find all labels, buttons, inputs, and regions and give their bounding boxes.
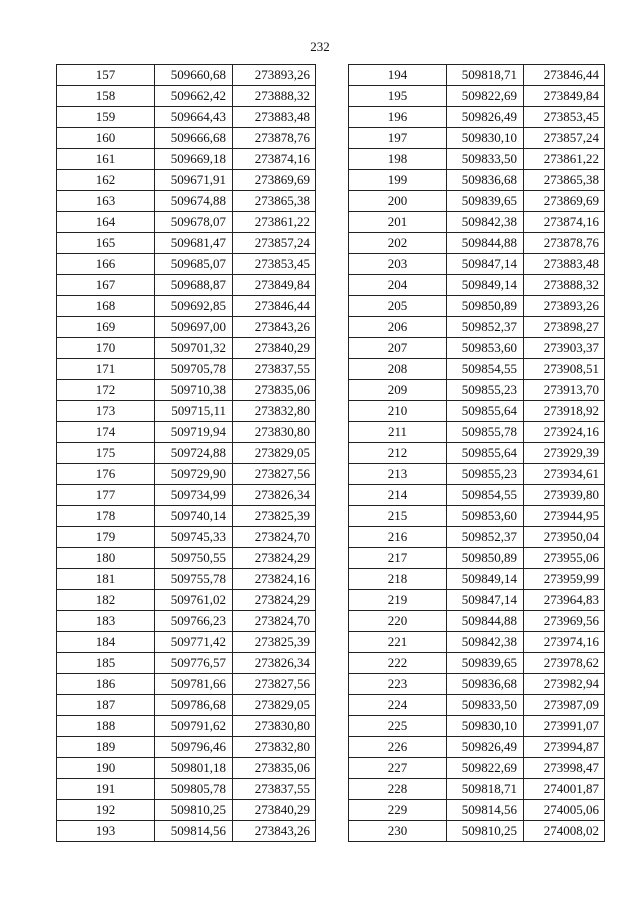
point-number-cell: 194 <box>349 65 447 86</box>
table-row <box>57 716 316 737</box>
table-row <box>57 569 316 590</box>
y-coordinate-cell: 273874,16 <box>524 212 605 233</box>
point-number-cell: 230 <box>349 821 447 842</box>
x-coordinate-cell: 509674,88 <box>155 191 233 212</box>
table-row <box>349 338 605 359</box>
y-coordinate-cell: 273824,70 <box>233 611 316 632</box>
x-coordinate-cell: 509847,14 <box>447 254 524 275</box>
x-coordinate-cell: 509830,10 <box>447 716 524 737</box>
point-number-cell: 162 <box>57 170 155 191</box>
x-coordinate-cell: 509669,18 <box>155 149 233 170</box>
x-coordinate-cell: 509678,07 <box>155 212 233 233</box>
y-coordinate-cell: 273991,07 <box>524 716 605 737</box>
x-coordinate-cell: 509664,43 <box>155 107 233 128</box>
x-coordinate-cell: 509847,14 <box>447 590 524 611</box>
x-coordinate-cell: 509855,23 <box>447 380 524 401</box>
table-row <box>349 590 605 611</box>
y-coordinate-cell: 273924,16 <box>524 422 605 443</box>
table-row <box>57 632 316 653</box>
y-coordinate-cell: 273824,16 <box>233 569 316 590</box>
point-number-cell: 180 <box>57 548 155 569</box>
point-number-cell: 206 <box>349 317 447 338</box>
x-coordinate-cell: 509826,49 <box>447 107 524 128</box>
point-number-cell: 195 <box>349 86 447 107</box>
y-coordinate-cell: 273913,70 <box>524 380 605 401</box>
point-number-cell: 172 <box>57 380 155 401</box>
x-coordinate-cell: 509852,37 <box>447 317 524 338</box>
x-coordinate-cell: 509830,10 <box>447 128 524 149</box>
table-row <box>57 485 316 506</box>
coordinates-table-right <box>348 64 605 842</box>
table-row <box>57 359 316 380</box>
point-number-cell: 204 <box>349 275 447 296</box>
x-coordinate-cell: 509810,25 <box>447 821 524 842</box>
y-coordinate-cell: 273825,39 <box>233 632 316 653</box>
x-coordinate-cell: 509855,64 <box>447 443 524 464</box>
table-row <box>57 590 316 611</box>
table-row <box>57 779 316 800</box>
x-coordinate-cell: 509781,66 <box>155 674 233 695</box>
point-number-cell: 192 <box>57 800 155 821</box>
x-coordinate-cell: 509852,37 <box>447 527 524 548</box>
x-coordinate-cell: 509791,62 <box>155 716 233 737</box>
y-coordinate-cell: 273865,38 <box>233 191 316 212</box>
table-row <box>349 632 605 653</box>
y-coordinate-cell: 273824,70 <box>233 527 316 548</box>
x-coordinate-cell: 509839,65 <box>447 653 524 674</box>
y-coordinate-cell: 273857,24 <box>233 233 316 254</box>
table-row <box>57 422 316 443</box>
y-coordinate-cell: 273883,48 <box>524 254 605 275</box>
y-coordinate-cell: 273861,22 <box>233 212 316 233</box>
y-coordinate-cell: 273861,22 <box>524 149 605 170</box>
x-coordinate-cell: 509810,25 <box>155 800 233 821</box>
x-coordinate-cell: 509771,42 <box>155 632 233 653</box>
y-coordinate-cell: 273888,32 <box>524 275 605 296</box>
point-number-cell: 208 <box>349 359 447 380</box>
table-row <box>57 443 316 464</box>
x-coordinate-cell: 509740,14 <box>155 506 233 527</box>
point-number-cell: 183 <box>57 611 155 632</box>
y-coordinate-cell: 273849,84 <box>233 275 316 296</box>
point-number-cell: 224 <box>349 695 447 716</box>
table-row <box>349 758 605 779</box>
y-coordinate-cell: 273869,69 <box>524 191 605 212</box>
table-row <box>57 821 316 842</box>
y-coordinate-cell: 273840,29 <box>233 800 316 821</box>
x-coordinate-cell: 509849,14 <box>447 275 524 296</box>
y-coordinate-cell: 273846,44 <box>233 296 316 317</box>
y-coordinate-cell: 273853,45 <box>233 254 316 275</box>
x-coordinate-cell: 509844,88 <box>447 611 524 632</box>
table-row <box>349 548 605 569</box>
y-coordinate-cell: 273843,26 <box>233 821 316 842</box>
y-coordinate-cell: 273898,27 <box>524 317 605 338</box>
x-coordinate-cell: 509786,68 <box>155 695 233 716</box>
x-coordinate-cell: 509755,78 <box>155 569 233 590</box>
table-row <box>57 275 316 296</box>
y-coordinate-cell: 273883,48 <box>233 107 316 128</box>
y-coordinate-cell: 274001,87 <box>524 779 605 800</box>
y-coordinate-cell: 273908,51 <box>524 359 605 380</box>
y-coordinate-cell: 273857,24 <box>524 128 605 149</box>
point-number-cell: 165 <box>57 233 155 254</box>
table-row <box>57 254 316 275</box>
x-coordinate-cell: 509836,68 <box>447 674 524 695</box>
table-row <box>57 611 316 632</box>
table-row <box>57 65 316 86</box>
table-row <box>57 317 316 338</box>
y-coordinate-cell: 273830,80 <box>233 716 316 737</box>
table-row <box>57 674 316 695</box>
table-row <box>349 821 605 842</box>
point-number-cell: 198 <box>349 149 447 170</box>
point-number-cell: 212 <box>349 443 447 464</box>
table-row <box>349 275 605 296</box>
y-coordinate-cell: 273849,84 <box>524 86 605 107</box>
table-row <box>349 527 605 548</box>
point-number-cell: 171 <box>57 359 155 380</box>
table-row <box>57 191 316 212</box>
x-coordinate-cell: 509761,02 <box>155 590 233 611</box>
y-coordinate-cell: 273825,39 <box>233 506 316 527</box>
x-coordinate-cell: 509822,69 <box>447 86 524 107</box>
x-coordinate-cell: 509855,64 <box>447 401 524 422</box>
x-coordinate-cell: 509688,87 <box>155 275 233 296</box>
table-row <box>57 296 316 317</box>
x-coordinate-cell: 509849,14 <box>447 569 524 590</box>
y-coordinate-cell: 273853,45 <box>524 107 605 128</box>
point-number-cell: 228 <box>349 779 447 800</box>
table-row <box>349 233 605 254</box>
point-number-cell: 184 <box>57 632 155 653</box>
point-number-cell: 185 <box>57 653 155 674</box>
table-row <box>349 401 605 422</box>
x-coordinate-cell: 509814,56 <box>155 821 233 842</box>
x-coordinate-cell: 509842,38 <box>447 212 524 233</box>
x-coordinate-cell: 509853,60 <box>447 506 524 527</box>
point-number-cell: 176 <box>57 464 155 485</box>
y-coordinate-cell: 273830,80 <box>233 422 316 443</box>
table-row <box>349 380 605 401</box>
point-number-cell: 182 <box>57 590 155 611</box>
y-coordinate-cell: 273829,05 <box>233 443 316 464</box>
x-coordinate-cell: 509692,85 <box>155 296 233 317</box>
x-coordinate-cell: 509833,50 <box>447 695 524 716</box>
point-number-cell: 175 <box>57 443 155 464</box>
x-coordinate-cell: 509715,11 <box>155 401 233 422</box>
y-coordinate-cell: 273840,29 <box>233 338 316 359</box>
y-coordinate-cell: 273824,29 <box>233 590 316 611</box>
x-coordinate-cell: 509719,94 <box>155 422 233 443</box>
table-row <box>349 611 605 632</box>
point-number-cell: 223 <box>349 674 447 695</box>
point-number-cell: 181 <box>57 569 155 590</box>
point-number-cell: 196 <box>349 107 447 128</box>
x-coordinate-cell: 509854,55 <box>447 359 524 380</box>
point-number-cell: 200 <box>349 191 447 212</box>
y-coordinate-cell: 273826,34 <box>233 485 316 506</box>
point-number-cell: 207 <box>349 338 447 359</box>
y-coordinate-cell: 273826,34 <box>233 653 316 674</box>
table-row <box>349 191 605 212</box>
x-coordinate-cell: 509666,68 <box>155 128 233 149</box>
x-coordinate-cell: 509855,23 <box>447 464 524 485</box>
table-row <box>349 149 605 170</box>
point-number-cell: 222 <box>349 653 447 674</box>
table-row <box>57 149 316 170</box>
table-row <box>57 233 316 254</box>
x-coordinate-cell: 509855,78 <box>447 422 524 443</box>
table-row <box>57 548 316 569</box>
y-coordinate-cell: 273832,80 <box>233 401 316 422</box>
table-row <box>57 86 316 107</box>
y-coordinate-cell: 273950,04 <box>524 527 605 548</box>
table-row <box>349 317 605 338</box>
x-coordinate-cell: 509734,99 <box>155 485 233 506</box>
x-coordinate-cell: 509814,56 <box>447 800 524 821</box>
point-number-cell: 229 <box>349 800 447 821</box>
table-row <box>57 695 316 716</box>
point-number-cell: 211 <box>349 422 447 443</box>
x-coordinate-cell: 509842,38 <box>447 632 524 653</box>
point-number-cell: 202 <box>349 233 447 254</box>
x-coordinate-cell: 509844,88 <box>447 233 524 254</box>
table-row <box>57 506 316 527</box>
point-number-cell: 217 <box>349 548 447 569</box>
point-number-cell: 205 <box>349 296 447 317</box>
point-number-cell: 161 <box>57 149 155 170</box>
table-row <box>349 800 605 821</box>
table-row <box>349 443 605 464</box>
x-coordinate-cell: 509801,18 <box>155 758 233 779</box>
point-number-cell: 177 <box>57 485 155 506</box>
x-coordinate-cell: 509822,69 <box>447 758 524 779</box>
point-number-cell: 173 <box>57 401 155 422</box>
x-coordinate-cell: 509745,33 <box>155 527 233 548</box>
point-number-cell: 226 <box>349 737 447 758</box>
x-coordinate-cell: 509853,60 <box>447 338 524 359</box>
y-coordinate-cell: 273998,47 <box>524 758 605 779</box>
point-number-cell: 169 <box>57 317 155 338</box>
table-row <box>57 212 316 233</box>
x-coordinate-cell: 509685,07 <box>155 254 233 275</box>
point-number-cell: 179 <box>57 527 155 548</box>
table-row <box>349 464 605 485</box>
point-number-cell: 214 <box>349 485 447 506</box>
point-number-cell: 221 <box>349 632 447 653</box>
y-coordinate-cell: 273878,76 <box>233 128 316 149</box>
table-row <box>349 170 605 191</box>
x-coordinate-cell: 509796,46 <box>155 737 233 758</box>
table-row <box>57 464 316 485</box>
table-row <box>57 338 316 359</box>
point-number-cell: 188 <box>57 716 155 737</box>
y-coordinate-cell: 273827,56 <box>233 464 316 485</box>
y-coordinate-cell: 273978,62 <box>524 653 605 674</box>
x-coordinate-cell: 509724,88 <box>155 443 233 464</box>
table-row <box>349 422 605 443</box>
y-coordinate-cell: 273827,56 <box>233 674 316 695</box>
y-coordinate-cell: 273969,56 <box>524 611 605 632</box>
x-coordinate-cell: 509671,91 <box>155 170 233 191</box>
point-number-cell: 218 <box>349 569 447 590</box>
y-coordinate-cell: 273869,69 <box>233 170 316 191</box>
point-number-cell: 166 <box>57 254 155 275</box>
point-number-cell: 201 <box>349 212 447 233</box>
y-coordinate-cell: 273888,32 <box>233 86 316 107</box>
table-row <box>349 653 605 674</box>
x-coordinate-cell: 509854,55 <box>447 485 524 506</box>
table-row <box>57 800 316 821</box>
y-coordinate-cell: 273835,06 <box>233 380 316 401</box>
y-coordinate-cell: 273929,39 <box>524 443 605 464</box>
page-number: 232 <box>310 39 330 54</box>
y-coordinate-cell: 273903,37 <box>524 338 605 359</box>
table-row <box>57 128 316 149</box>
point-number-cell: 157 <box>57 65 155 86</box>
point-number-cell: 170 <box>57 338 155 359</box>
y-coordinate-cell: 273874,16 <box>233 149 316 170</box>
point-number-cell: 167 <box>57 275 155 296</box>
point-number-cell: 158 <box>57 86 155 107</box>
y-coordinate-cell: 273837,55 <box>233 359 316 380</box>
x-coordinate-cell: 509826,49 <box>447 737 524 758</box>
table-row <box>349 359 605 380</box>
x-coordinate-cell: 509729,90 <box>155 464 233 485</box>
x-coordinate-cell: 509710,38 <box>155 380 233 401</box>
table-row <box>349 254 605 275</box>
y-coordinate-cell: 273846,44 <box>524 65 605 86</box>
x-coordinate-cell: 509776,57 <box>155 653 233 674</box>
table-row <box>57 380 316 401</box>
point-number-cell: 225 <box>349 716 447 737</box>
table-row <box>57 758 316 779</box>
x-coordinate-cell: 509681,47 <box>155 233 233 254</box>
point-number-cell: 193 <box>57 821 155 842</box>
x-coordinate-cell: 509818,71 <box>447 779 524 800</box>
table-row <box>57 737 316 758</box>
point-number-cell: 159 <box>57 107 155 128</box>
x-coordinate-cell: 509818,71 <box>447 65 524 86</box>
x-coordinate-cell: 509697,00 <box>155 317 233 338</box>
y-coordinate-cell: 273843,26 <box>233 317 316 338</box>
x-coordinate-cell: 509701,32 <box>155 338 233 359</box>
point-number-cell: 215 <box>349 506 447 527</box>
table-row <box>349 107 605 128</box>
x-coordinate-cell: 509662,42 <box>155 86 233 107</box>
table-row <box>349 65 605 86</box>
y-coordinate-cell: 273959,99 <box>524 569 605 590</box>
point-number-cell: 197 <box>349 128 447 149</box>
y-coordinate-cell: 273934,61 <box>524 464 605 485</box>
table-row <box>349 779 605 800</box>
x-coordinate-cell: 509836,68 <box>447 170 524 191</box>
table-row <box>349 674 605 695</box>
y-coordinate-cell: 273878,76 <box>524 233 605 254</box>
x-coordinate-cell: 509750,55 <box>155 548 233 569</box>
y-coordinate-cell: 273982,94 <box>524 674 605 695</box>
y-coordinate-cell: 273964,83 <box>524 590 605 611</box>
y-coordinate-cell: 273944,95 <box>524 506 605 527</box>
x-coordinate-cell: 509850,89 <box>447 548 524 569</box>
x-coordinate-cell: 509850,89 <box>447 296 524 317</box>
point-number-cell: 163 <box>57 191 155 212</box>
point-number-cell: 168 <box>57 296 155 317</box>
table-row <box>349 212 605 233</box>
point-number-cell: 191 <box>57 779 155 800</box>
y-coordinate-cell: 273974,16 <box>524 632 605 653</box>
table-row <box>349 569 605 590</box>
x-coordinate-cell: 509705,78 <box>155 359 233 380</box>
point-number-cell: 189 <box>57 737 155 758</box>
point-number-cell: 213 <box>349 464 447 485</box>
x-coordinate-cell: 509766,23 <box>155 611 233 632</box>
x-coordinate-cell: 509660,68 <box>155 65 233 86</box>
table-row <box>349 695 605 716</box>
point-number-cell: 187 <box>57 695 155 716</box>
y-coordinate-cell: 273824,29 <box>233 548 316 569</box>
y-coordinate-cell: 273832,80 <box>233 737 316 758</box>
point-number-cell: 164 <box>57 212 155 233</box>
table-row <box>349 716 605 737</box>
point-number-cell: 178 <box>57 506 155 527</box>
x-coordinate-cell: 509805,78 <box>155 779 233 800</box>
x-coordinate-cell: 509839,65 <box>447 191 524 212</box>
point-number-cell: 190 <box>57 758 155 779</box>
y-coordinate-cell: 273835,06 <box>233 758 316 779</box>
point-number-cell: 219 <box>349 590 447 611</box>
x-coordinate-cell: 509833,50 <box>447 149 524 170</box>
y-coordinate-cell: 273987,09 <box>524 695 605 716</box>
point-number-cell: 174 <box>57 422 155 443</box>
y-coordinate-cell: 273994,87 <box>524 737 605 758</box>
table-row <box>349 86 605 107</box>
point-number-cell: 186 <box>57 674 155 695</box>
point-number-cell: 203 <box>349 254 447 275</box>
point-number-cell: 209 <box>349 380 447 401</box>
table-row <box>57 107 316 128</box>
table-row <box>349 485 605 506</box>
table-row <box>57 401 316 422</box>
y-coordinate-cell: 273893,26 <box>233 65 316 86</box>
y-coordinate-cell: 273939,80 <box>524 485 605 506</box>
y-coordinate-cell: 274008,02 <box>524 821 605 842</box>
coordinates-table-left <box>56 64 316 842</box>
table-row <box>57 170 316 191</box>
point-number-cell: 199 <box>349 170 447 191</box>
table-row <box>57 653 316 674</box>
table-row <box>57 527 316 548</box>
y-coordinate-cell: 273955,06 <box>524 548 605 569</box>
point-number-cell: 227 <box>349 758 447 779</box>
y-coordinate-cell: 274005,06 <box>524 800 605 821</box>
point-number-cell: 210 <box>349 401 447 422</box>
y-coordinate-cell: 273829,05 <box>233 695 316 716</box>
table-row <box>349 737 605 758</box>
point-number-cell: 220 <box>349 611 447 632</box>
y-coordinate-cell: 273918,92 <box>524 401 605 422</box>
y-coordinate-cell: 273865,38 <box>524 170 605 191</box>
y-coordinate-cell: 273837,55 <box>233 779 316 800</box>
point-number-cell: 216 <box>349 527 447 548</box>
table-row <box>349 296 605 317</box>
table-row <box>349 128 605 149</box>
table-row <box>349 506 605 527</box>
point-number-cell: 160 <box>57 128 155 149</box>
y-coordinate-cell: 273893,26 <box>524 296 605 317</box>
